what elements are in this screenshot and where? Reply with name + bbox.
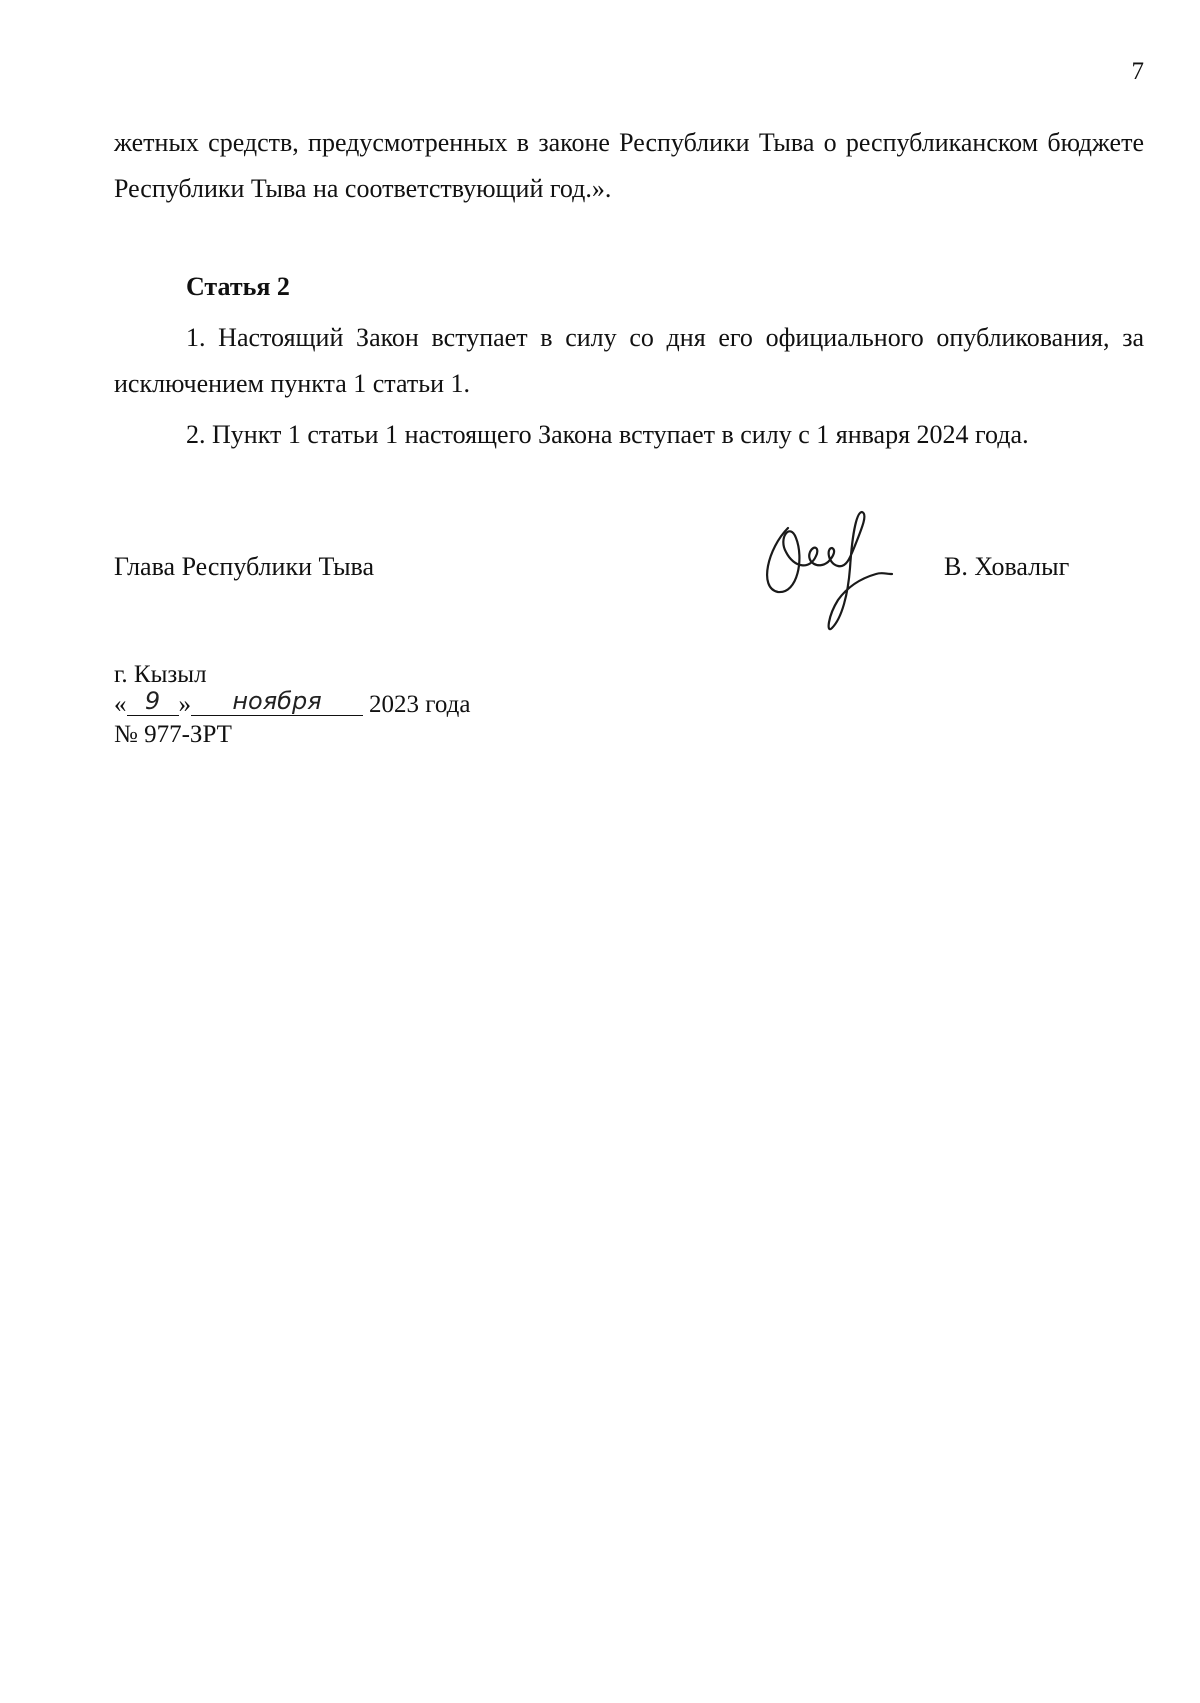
article-item-1: 1. Настоящий Закон вступает в силу со дня его официального опубликования, за исключением пункта 1 статьи 1. (114, 323, 1144, 398)
signatory-name: В. Ховалыг (944, 552, 1070, 581)
quote-open: « (114, 691, 127, 718)
day-handwritten: 9 (144, 687, 161, 715)
city: г. Кызыл (114, 661, 207, 688)
month-field (191, 687, 363, 716)
signatory-title: Глава Республики Тыва (114, 552, 375, 581)
article-item-2: 2. Пункт 1 статьи 1 настоящего Закона вступает в силу с 1 января 2024 года. (186, 420, 1029, 449)
date-line (114, 687, 471, 720)
month-handwritten: ноября (232, 687, 322, 715)
day-field (127, 687, 179, 716)
handwritten-signature (758, 508, 918, 638)
law-number: № 977-ЗРТ (114, 721, 232, 748)
quote-close: » (178, 691, 191, 718)
year-text: 2023 года (369, 691, 471, 718)
page-number: 7 (1131, 58, 1144, 85)
place-date-block (114, 660, 470, 750)
paragraph-continuation: жетных средств, предусмотренных в законе Республики Тыва о республиканском бюджете Республики Тыва на соответствующий год.». (114, 128, 1144, 203)
article-heading: Статья 2 (186, 272, 290, 301)
